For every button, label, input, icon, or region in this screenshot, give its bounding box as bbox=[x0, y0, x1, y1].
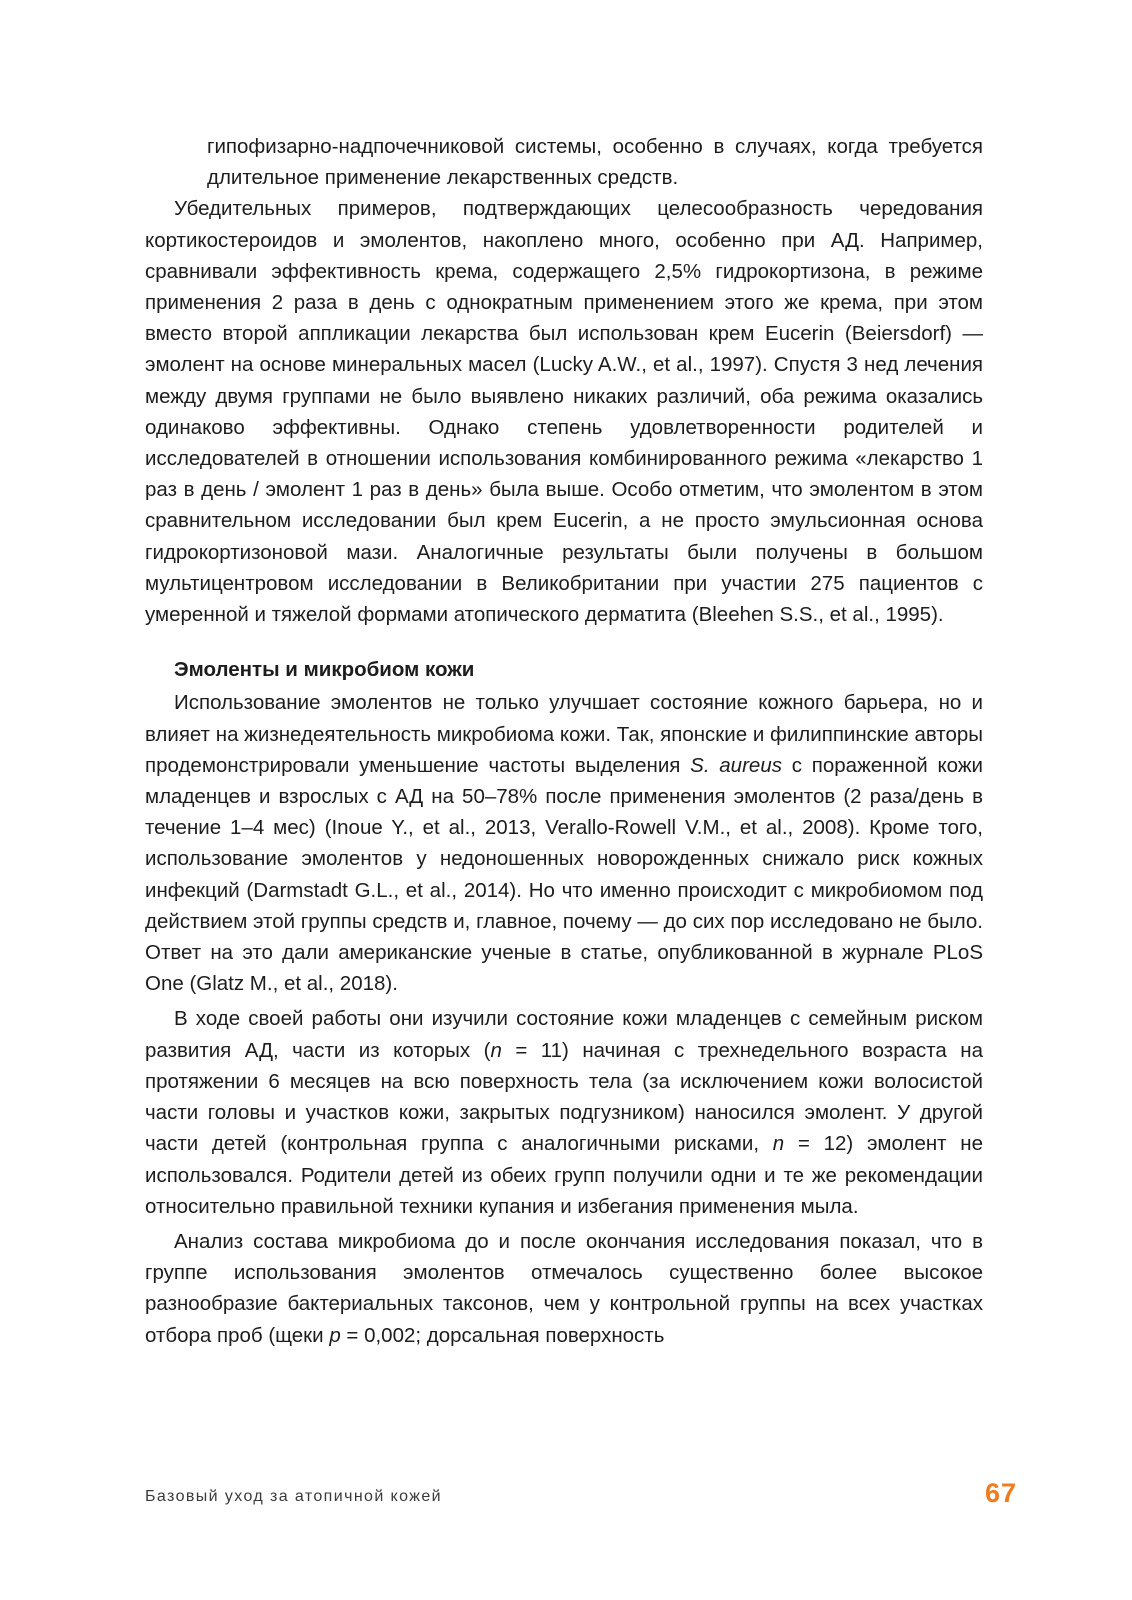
page-number: 67 bbox=[985, 1478, 1018, 1508]
italic-variable: p bbox=[329, 1323, 341, 1347]
text-column bbox=[145, 131, 989, 1351]
paragraph-corticosteroid-emollient bbox=[145, 193, 989, 630]
italic-species-name: S. aureus bbox=[690, 753, 782, 777]
text-segment: Убедительных примеров, подтверждающих целесообразность чередования кортикостероидов и эмолентов, накоплено много, особенно при АД. Например, сравнивали эффективность крема, содержащего 2,5% гидрокортизона, в режиме применения 2 раза в день с однократным применением этого же крема, при этом вместо второй аппликации лекарства был использован крем Eucerin (Beiersdorf) — эмолент на основе минеральных масел (Lucky A.W., et al., 1997). Спустя 3 нед лечения между двумя группами не было выявлено никаких различий, оба режима оказались одинаково эффективны. Однако степень удовлетворенности родителей и исследователей в отношении использования комбинированного режима «лекарство 1 раз в день / эмолент 1 раз в день» была выше. Особо отметим, что эмолентом в этом сравнительном исследовании был крем Eucerin, а не просто эмульсионная основа гидрокортизоновой мази. Аналогичные результаты были получены в большом мультицентровом исследовании в Великобритании при участии 275 пациентов с умеренной и тяжелой формами атопического дерматита (Bleehen S.S., et al., 1995). bbox=[145, 197, 989, 627]
italic-variable: n bbox=[490, 1038, 502, 1062]
section-heading-text: Эмоленты и микробиом кожи bbox=[174, 658, 475, 682]
text-segment: = 0,002; дорсальная поверхность bbox=[340, 1323, 665, 1347]
text-segment: = 11) начиная с трехнедельного возраста на протяжении 6 месяцев на всю поверхность тела (за исключением кожи волосистой части головы и участков кожи, закрытых подгузником) наносился эмолент. У другой части детей (контрольная группа с аналогичными рисками, bbox=[145, 1038, 989, 1156]
text-segment: с пораженной кожи младенцев и взрослых с АД на 50–78% после применения эмолентов (2 раза/день в течение 1–4 мес) (Inoue Y., et al., 2013, Verallo-Rowell V.M., et al., 2008). Кроме того, использование эмолентов у недоношенных новорожденных снижало риск кожных инфекций (Darmstadt G.L., et al., 2014). Но что именно происходит с микробиомом под действием этой группы средств и, главное, почему — до сих пор исследовано не было. Ответ на это дали американские ученые в статье, опубликованной в журнале PLoS One (Glatz M., et al., 2018). bbox=[145, 753, 989, 996]
section-heading bbox=[145, 654, 983, 685]
paragraph-microbiome-intro bbox=[145, 687, 989, 999]
italic-variable: n bbox=[772, 1132, 785, 1156]
running-footer-title: Базовый уход за атопичной кожей bbox=[145, 1488, 442, 1505]
text-segment: Анализ состава микробиома до и после окончания исследования показал, что в группе использования эмолентов отмечалось существенно более высокое разнообразие бактериальных таксонов, чем у контрольной группы на всех участках отбора проб (щеки bbox=[145, 1229, 989, 1347]
text-segment: = 12) эмолент не использовался. Родители детей из обеих групп получили одни и те же рекомендации относительно правильной техники купания и избегания применения мыла. bbox=[145, 1132, 989, 1218]
paragraph-microbiome-analysis bbox=[145, 1226, 989, 1351]
text-segment: В ходе своей работы они изучили состояние кожи младенцев с семейным риском развития АД, части из которых ( bbox=[145, 1007, 989, 1062]
paragraph-study-design bbox=[145, 1003, 989, 1221]
text-segment: Использование эмолентов не только улучшает состояние кожного барьера, но и влияет на жизнедеятельность микробиома кожи. Так, японские и филиппинские авторы продемонстрировали уменьшение частоты выделения bbox=[145, 691, 989, 777]
text-segment: гипофизарно-надпочечниковой системы, особенно в случаях, когда требуется длительное применение лекарственных средств. bbox=[207, 135, 989, 190]
paragraph-continuation bbox=[145, 131, 989, 193]
